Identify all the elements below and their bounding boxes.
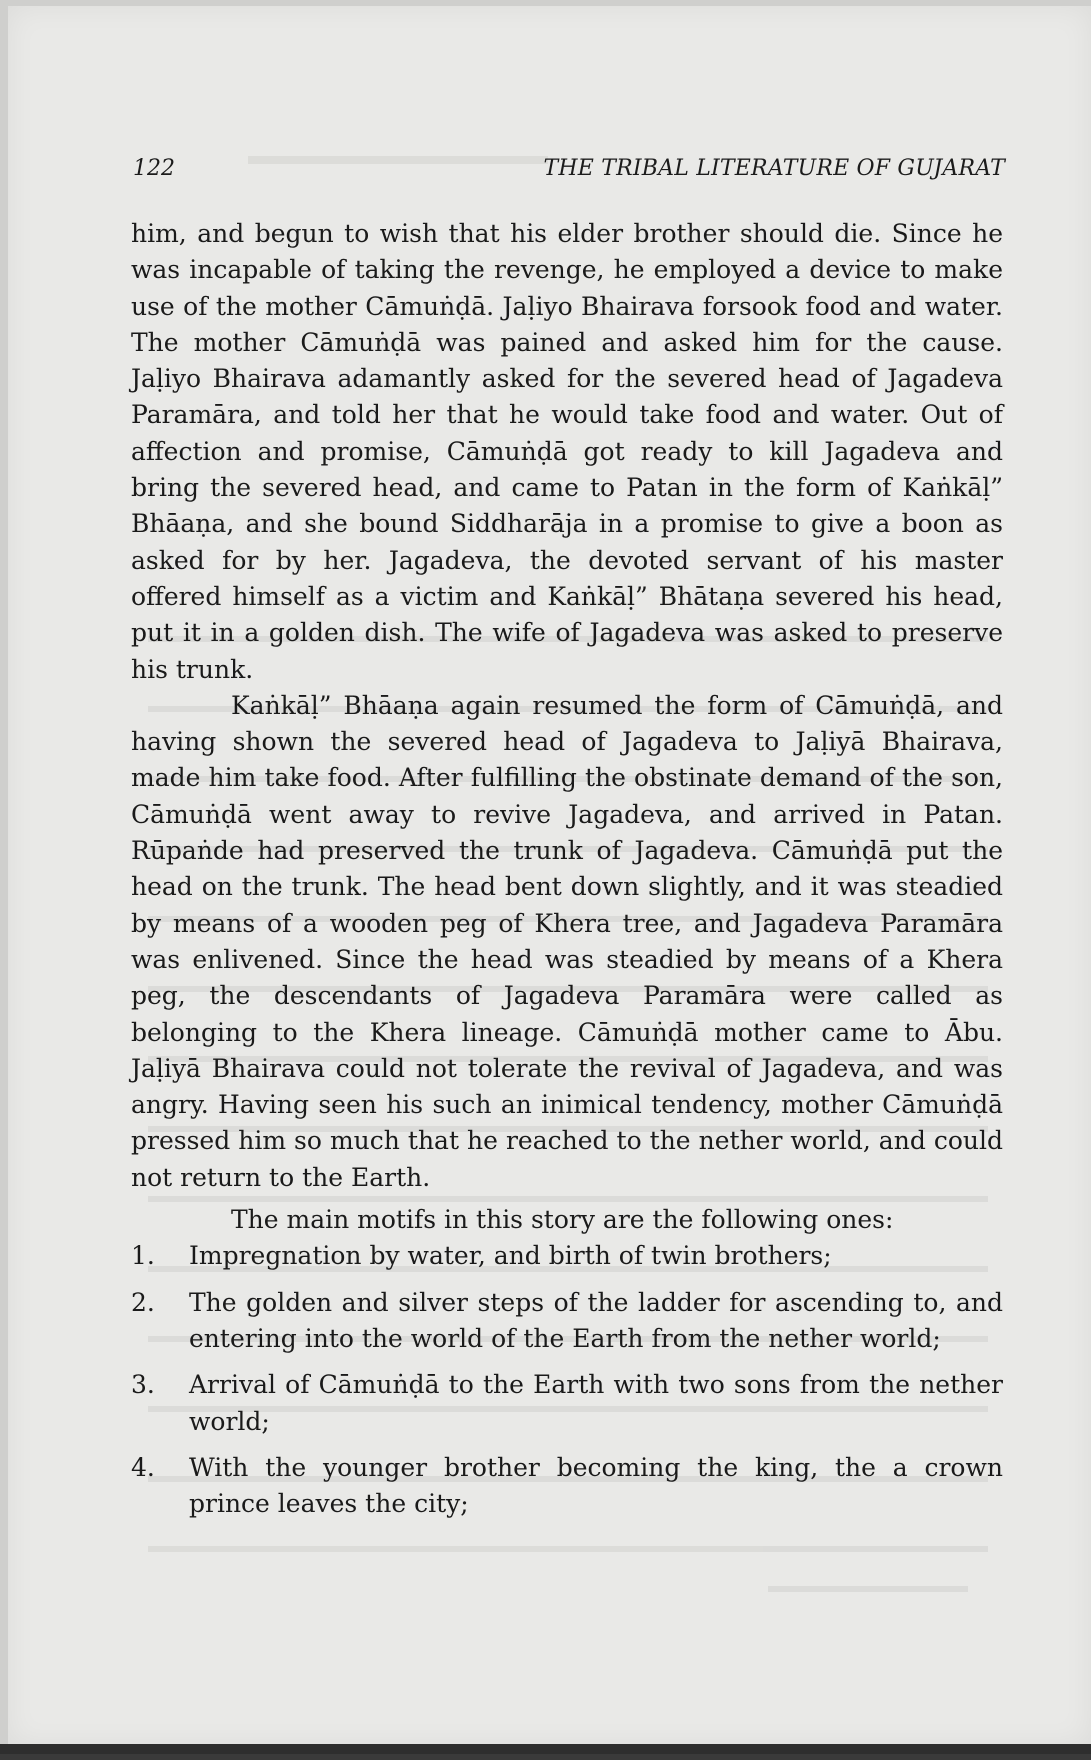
motif-number: 1. [131,1241,155,1271]
book-page [8,6,1091,1746]
motif-number: 3. [131,1370,155,1400]
motifs-intro: The main motifs in this story are the following ones: [231,1205,894,1235]
running-title: THE TRIBAL LITERATURE OF GUJARAT [543,156,1005,181]
motif-item [131,1285,1003,1358]
motif-text: Impregnation by water, and birth of twin brothers; [189,1241,832,1271]
motif-number: 4. [131,1452,155,1482]
motif-item [131,1238,1003,1274]
paragraph-2: Kaṅkāḷ” Bhāaṇa again resumed the form of Cāmuṅḍā, and having shown the severed head of Jagadeva to Jaḷiyā Bhairava, made him take food. After fulfilling the obstinate demand of the son, Cāmuṅḍā went away to revive Jagadeva, and arrived in Patan. Rūpaṅde had preserved the trunk of Jagadeva. Cāmuṅḍā put the head on the trunk. The head bent down slightly, and it was steadied by means of a wooden peg of Khera tree, and Jagadeva Paramāra was enlivened. Since the head was steadied by means of a Khera peg, the descendants of Jagadeva Paramāra were called as belonging to the Khera lineage. Cāmuṅḍā mother came to Ābu. Jaḷiyā Bhairava could not tolerate the revival of Jagadeva, and was angry. Having seen his such an inimical tendency, mother Cāmuṅḍā pressed him so much that he reached to the nether world, and could not return to the Earth. [131,690,1003,1192]
motif-number: 2. [131,1287,155,1317]
scan-edge [0,1744,1091,1754]
paragraph-1: him, and begun to wish that his elder brother should die. Since he was incapable of taking the revenge, he employed a device to make use of the mother Cāmuṅḍā. Jaḷiyo Bhairava forsook food and water. The mother Cāmuṅḍā was pained and asked him for the cause. Jaḷiyo Bhairava adamantly asked for the severed head of Jagadeva Paramāra, and told her that he would take food and water. Out of affection and promise, Cāmuṅḍā got ready to kill Jagadeva and bring the severed head, and came to Patan in the form of Kaṅkāḷ” Bhāaṇa, and she bound Siddharāja in a promise to give a boon as asked for by her. Jagadeva, the devoted servant of his master offered himself as a victim and Kaṅkāḷ” Bhātaṇa severed his head, put it in a golden dish. The wife of Jagadeva was asked to preserve his trunk. [131,219,1003,684]
page-number: 122 [133,156,175,181]
motif-list [131,1238,1003,1522]
body-text [131,216,1003,1532]
page-header [133,154,1005,188]
motif-text: With the younger brother becoming the king, the a crown prince leaves the city; [189,1452,1003,1519]
motif-text: The golden and silver steps of the ladder for ascending to, and entering into the world of the Earth from the nether world; [189,1287,1003,1353]
motif-text: Arrival of Cāmuṅḍā to the Earth with two sons from the nether world; [189,1370,1003,1436]
motif-item [131,1450,1003,1523]
motif-item [131,1367,1003,1440]
